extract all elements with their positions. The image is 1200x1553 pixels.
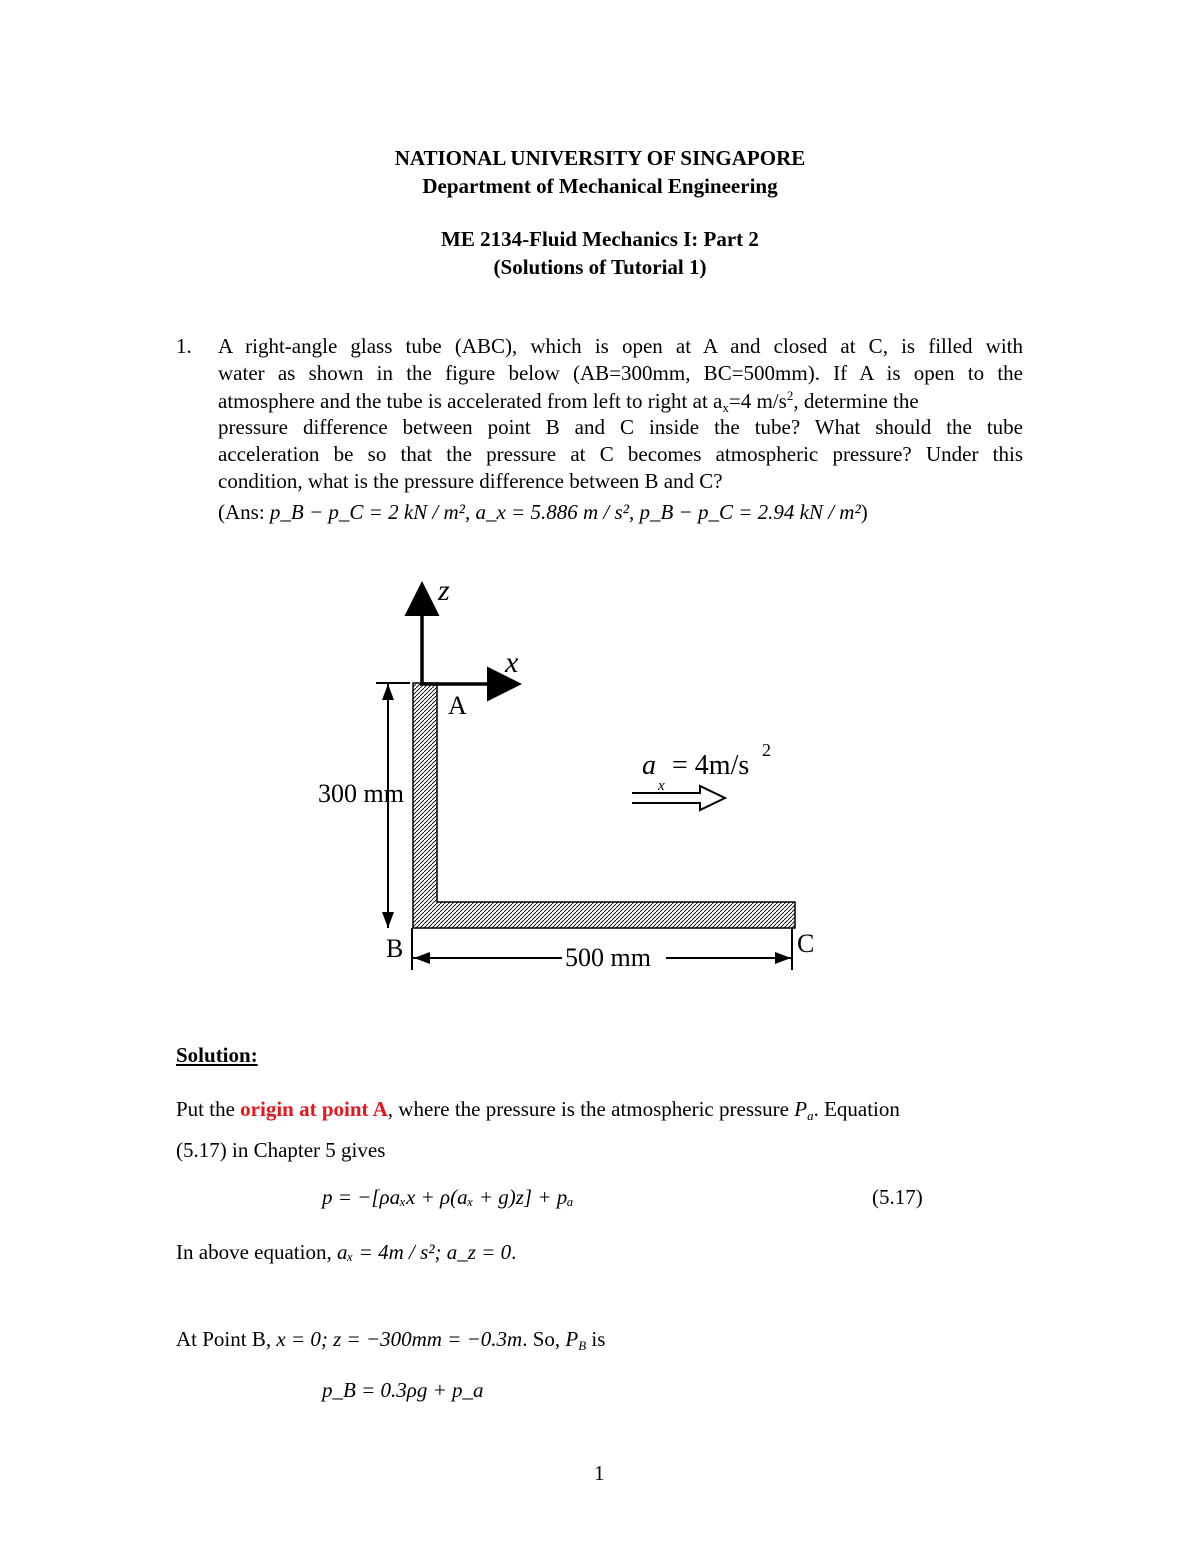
problem-number: 1. — [176, 334, 192, 358]
answer-3: p_B − p_C = 2.94 kN / m² — [639, 500, 861, 524]
accel-a: a — [642, 750, 656, 781]
department-title: Department of Mechanical Engineering — [422, 174, 778, 198]
equation-pb: p_B = 0.3ρg + p_a — [322, 1378, 484, 1402]
point-c-label: C — [797, 929, 815, 958]
course-title: ME 2134-Fluid Mechanics I: Part 2 — [441, 227, 759, 251]
problem-line-2: water as shown in the figure below (AB=300mm, BC=500mm). If A is open to the — [218, 361, 1023, 385]
solution-para-2: (5.17) in Chapter 5 gives — [176, 1138, 386, 1162]
tube-body — [413, 683, 795, 928]
solution-para-3: In above equation, aₓ = 4m / s²; a_z = 0. — [176, 1240, 517, 1264]
answer-1: p_B − p_C = 2 kN / m² — [269, 500, 465, 524]
equation-5-17: p = −[ρaₓx + ρ(aₓ + g)z] + pₐ — [322, 1185, 574, 1209]
tutorial-subtitle: (Solutions of Tutorial 1) — [493, 255, 707, 279]
bc-dim-arrow-left — [414, 952, 430, 964]
page-number: 1 — [594, 1461, 605, 1485]
bc-dim-arrow-right — [775, 952, 791, 964]
equation-number: (5.17) — [872, 1185, 923, 1209]
solution-para-4: At Point B, x = 0; z = −300mm = −0.3m. So, $P_B$ is — [176, 1327, 606, 1353]
accel-arrow-icon — [632, 786, 725, 810]
accel-eq: = 4m/s — [672, 750, 750, 781]
x-label: x — [505, 646, 519, 679]
problem-line-3: atmosphere and the tube is accelerated from left to right at ax=4 $m/s^2$, determine the — [218, 388, 919, 415]
ab-dim-arrow-bottom — [382, 912, 394, 928]
ab-dimension-label: 300 mm — [318, 779, 404, 808]
bc-dimension-label: 500 mm — [565, 943, 651, 972]
accel-sub: x — [658, 778, 665, 794]
accel-sup: 2 — [762, 740, 771, 760]
solution-para-1: Put the origin at point A, where the pressure is the atmospheric pressure $P_a$. Equation — [176, 1097, 900, 1123]
solution-heading: Solution: — [176, 1043, 258, 1067]
problem-line-6: condition, what is the pressure difference between B and C? — [218, 469, 723, 493]
problem-line-1: A right-angle glass tube (ABC), which is open at A and closed at C, is filled with — [218, 334, 1023, 358]
ab-dim-arrow-top — [382, 684, 394, 700]
point-a-label: A — [448, 691, 467, 720]
problem-line-4: pressure difference between point B and C inside the tube? What should the tube — [218, 415, 1023, 439]
point-b-label: B — [386, 934, 404, 963]
university-title: NATIONAL UNIVERSITY OF SINGAPORE — [394, 146, 806, 170]
problem-line-5: acceleration be so that the pressure at C becomes atmospheric pressure? Under this — [218, 442, 1023, 466]
answer-line: (Ans: p_B − p_C = 2 kN / m², a_x = 5.886 m / s², p_B − p_C = 2.94 kN / m²) — [218, 500, 868, 524]
z-label: z — [438, 574, 450, 607]
tube-figure — [0, 560, 1200, 980]
origin-highlight: origin at point A — [240, 1097, 388, 1121]
answer-2: a_x = 5.886 m / s² — [475, 500, 629, 524]
